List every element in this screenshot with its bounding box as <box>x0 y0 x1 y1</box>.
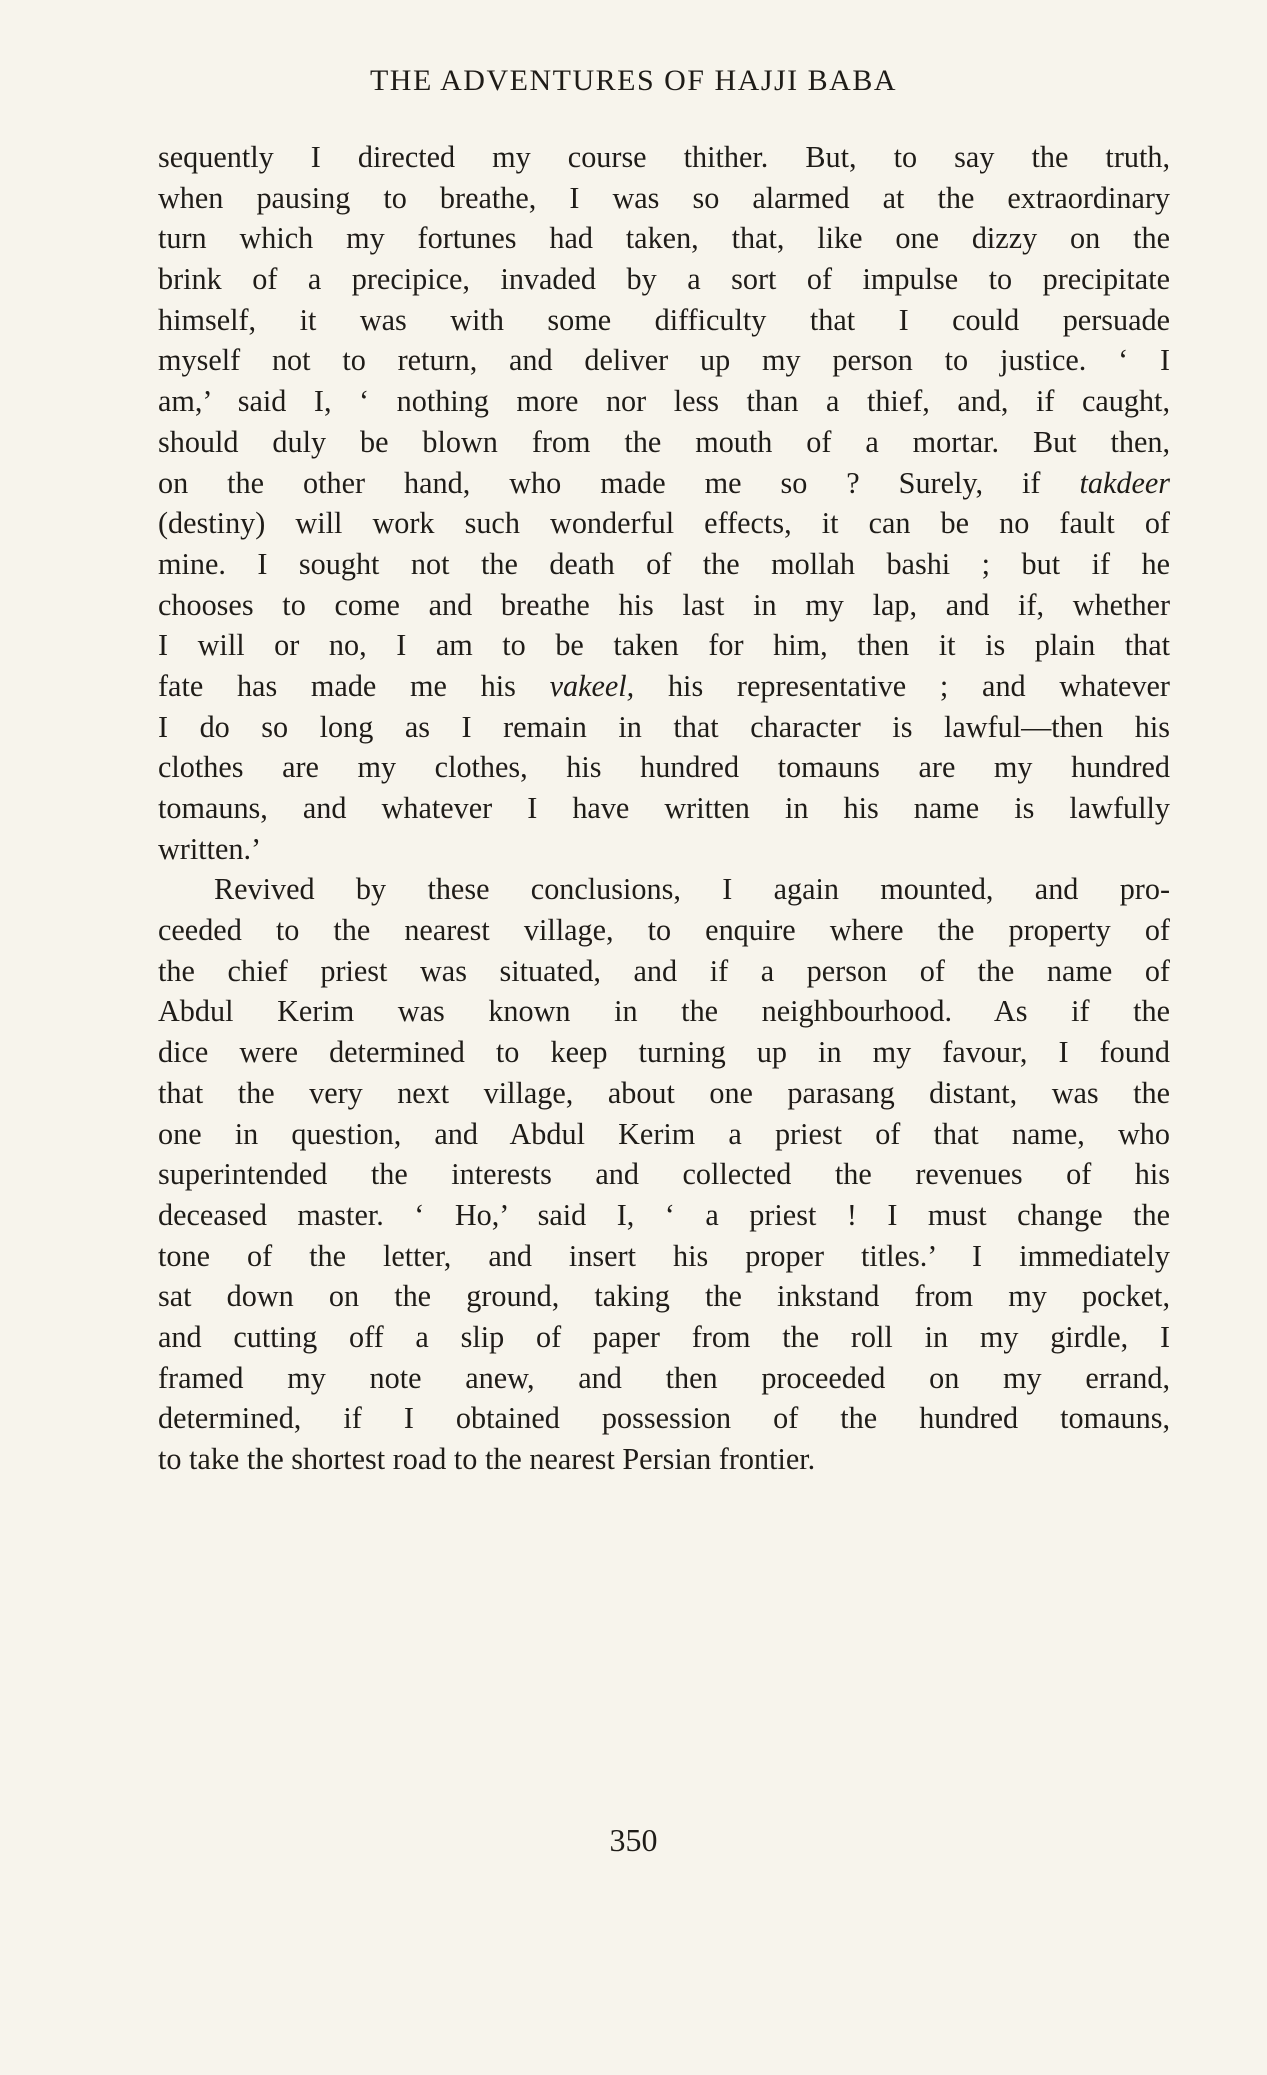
text-line: sequently I directed my course thither. But, to say the truth, <box>158 140 1170 174</box>
text-fragment: fate has made me his <box>158 668 550 703</box>
text-line: that the very next village, about one parasang distant, was the <box>158 1075 1170 1110</box>
text-line: superintended the interests and collected the revenues of his <box>158 1157 1170 1192</box>
text-line: ceeded to the nearest village, to enquire where the property of <box>158 913 1170 948</box>
text-line: sat down on the ground, taking the inkstand from my pocket, <box>158 1279 1170 1314</box>
text-line <box>158 463 1170 504</box>
text-line: tone of the letter, and insert his proper titles.’ I immediately <box>158 1238 1170 1273</box>
text-line: (destiny) will work such wonderful effects, it can be no fault of <box>158 506 1170 541</box>
text-line: himself, it was with some difficulty that I could persuade <box>158 302 1170 337</box>
italic-word-takdeer: takdeer <box>1079 465 1170 500</box>
page-number: 350 <box>609 1822 658 1858</box>
text-fragment: his representative ; and whatever <box>634 668 1170 703</box>
text-line: framed my note anew, and then proceeded on my errand, <box>158 1360 1170 1395</box>
text-line: to take the shortest road to the nearest Persian frontier. <box>158 1442 816 1476</box>
text-line: turn which my fortunes had taken, that, like one dizzy on the <box>158 221 1170 256</box>
text-fragment: on the other hand, who made me so ? Surely, if <box>158 465 1080 500</box>
text-line: dice were determined to keep turning up in my favour, I found <box>158 1035 1170 1070</box>
text-line: when pausing to breathe, I was so alarmed at the extraordinary <box>158 180 1170 215</box>
text-line: written.’ <box>158 831 262 866</box>
body-text <box>158 137 1170 1480</box>
text-line: deceased master. ‘ Ho,’ said I, ‘ a priest ! I must change the <box>158 1197 1170 1232</box>
text-line <box>158 666 1170 707</box>
text-line: determined, if I obtained possession of the hundred tomauns, <box>158 1401 1170 1436</box>
text-line: myself not to return, and deliver up my person to justice. ‘ I <box>158 343 1170 378</box>
text-line: brink of a precipice, invaded by a sort of impulse to precipitate <box>158 262 1170 297</box>
text-line: Abdul Kerim was known in the neighbourhood. As if the <box>158 994 1170 1029</box>
text-line: I will or no, I am to be taken for him, then it is plain that <box>158 628 1170 663</box>
text-line: am,’ said I, ‘ nothing more nor less than a thief, and, if caught, <box>158 384 1170 419</box>
text-line: and cutting off a slip of paper from the roll in my girdle, I <box>158 1319 1170 1354</box>
text-line: the chief priest was situated, and if a person of the name of <box>158 953 1170 988</box>
italic-word-vakeel: vakeel, <box>549 668 635 703</box>
text-line: tomauns, and whatever I have written in his name is lawfully <box>158 791 1170 825</box>
text-line: one in question, and Abdul Kerim a priest of that name, who <box>158 1116 1170 1151</box>
text-line: Revived by these conclusions, I again mounted, and pro- <box>214 872 1170 907</box>
text-line: chooses to come and breathe his last in my lap, and if, whether <box>158 587 1170 622</box>
text-line: I do so long as I remain in that character is lawful—then his <box>158 709 1170 744</box>
text-line: clothes are my clothes, his hundred tomauns are my hundred <box>158 750 1170 785</box>
text-line: mine. I sought not the death of the mollah bashi ; but if he <box>158 546 1170 581</box>
running-head: THE ADVENTURES OF HAJJI BABA <box>369 64 898 97</box>
text-line: should duly be blown from the mouth of a mortar. But then, <box>158 424 1170 459</box>
